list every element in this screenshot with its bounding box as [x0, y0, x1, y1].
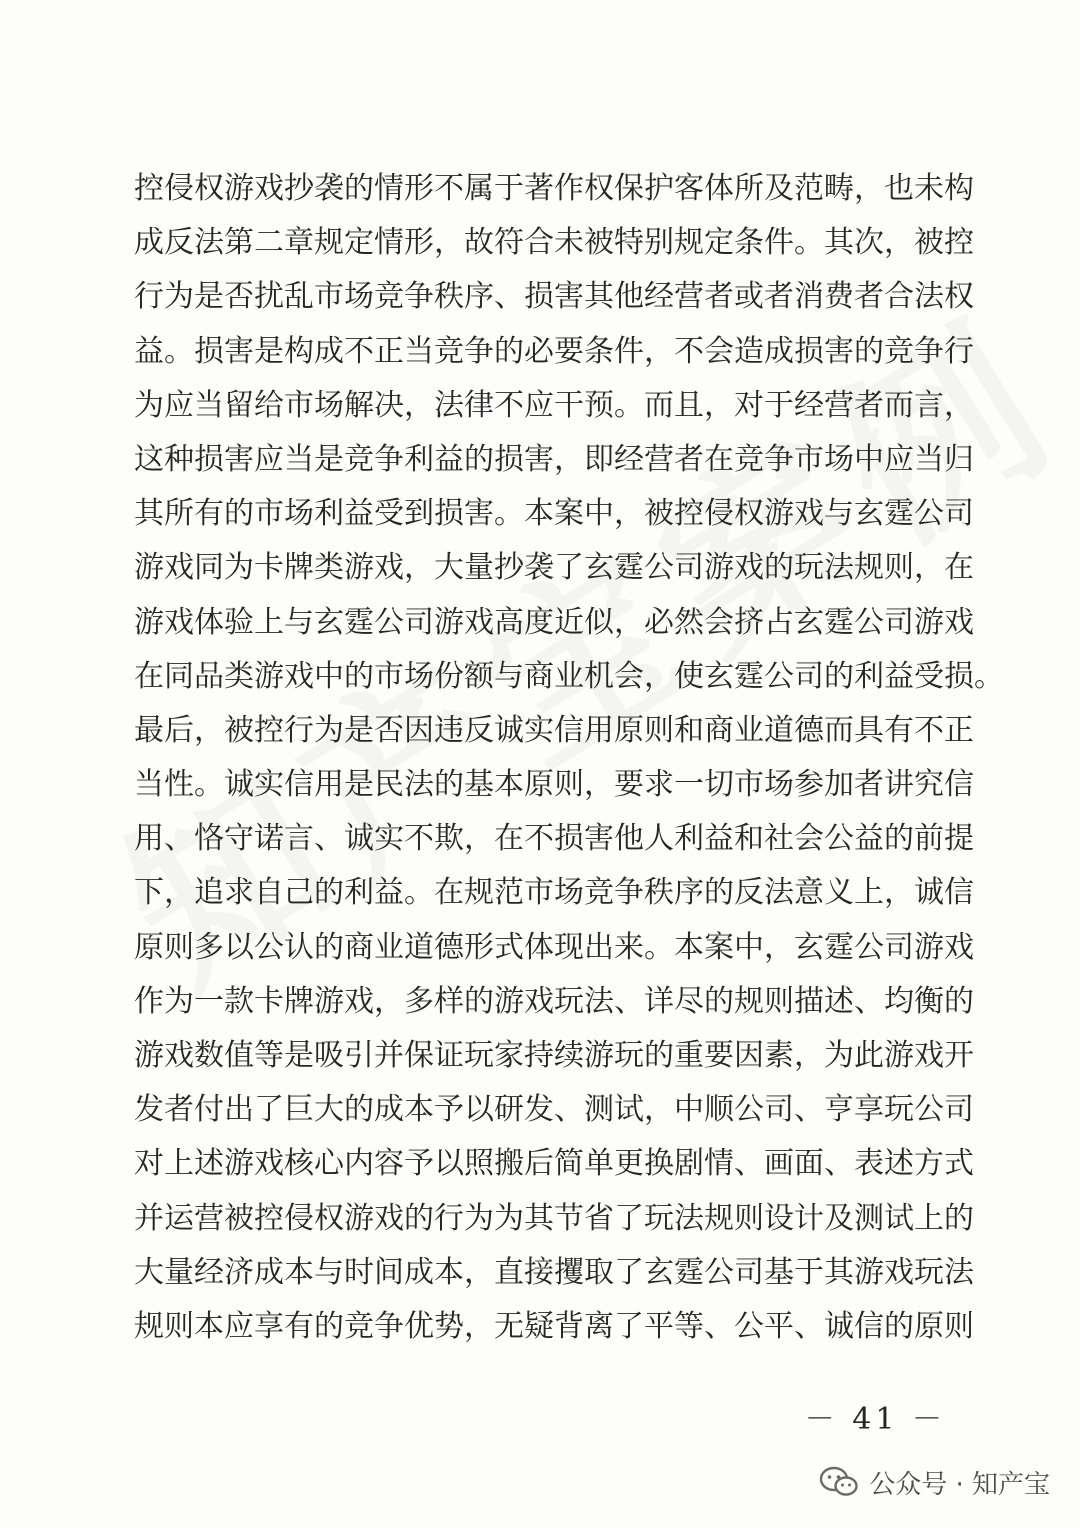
text-line: 用、恪守诺言、诚实不欺，在不损害他人利益和社会公益的前提: [134, 821, 974, 857]
text-line: 规则本应享有的竞争优势，无疑背离了平等、公平、诚信的原则: [134, 1308, 974, 1344]
text-line: 为应当留给市场解决，法律不应干预。而且，对于经营者而言，: [134, 387, 974, 423]
text-line: 游戏体验上与玄霆公司游戏高度近似，必然会挤占玄霆公司游戏: [134, 604, 974, 640]
text-line: 最后，被控行为是否因违反诚实信用原则和商业道德而具有不正: [134, 712, 974, 748]
source-label: 公众号 · 知产宝: [869, 1469, 1050, 1500]
text-line: 游戏数值等是吸引并保证玩家持续游玩的重要因素，为此游戏开: [134, 1038, 974, 1073]
text-line: 其所有的市场利益受到损害。本案中，被控侵权游戏与玄霆公司: [134, 496, 974, 532]
text-line: 在同品类游戏中的市场份额与商业机会，使玄霆公司的利益受损。: [134, 658, 1004, 694]
text-line: 控侵权游戏抄袭的情形不属于著作权保护客体所及范畴，也未构: [134, 171, 974, 206]
body-text: [134, 162, 1004, 1354]
page-number: － 41 －: [804, 1402, 946, 1437]
text-line: 游戏同为卡牌类游戏，大量抄袭了玄霆公司游戏的玩法规则，在: [134, 550, 974, 586]
text-line: 下，追求自己的利益。在规范市场竞争秩序的反法意义上，诚信: [134, 875, 974, 911]
wechat-icon: [819, 1466, 859, 1498]
text-line: 原则多以公认的商业道德形式体现出来。本案中，玄霆公司游戏: [134, 929, 974, 965]
text-line: 对上述游戏核心内容予以照搬后简单更换剧情、画面、表述方式: [134, 1146, 974, 1182]
source-attribution: [819, 1462, 1050, 1502]
text-line: 益。损害是构成不正当竞争的必要条件，不会造成损害的竞争行: [134, 333, 974, 369]
text-line: 成反法第二章规定情形，故符合未被特别规定条件。其次，被控: [134, 225, 974, 261]
text-line: 作为一款卡牌游戏，多样的游戏玩法、详尽的规则描述、均衡的: [134, 983, 974, 1019]
text-line: 当性。诚实信用是民法的基本原则，要求一切市场参加者讲究信: [134, 767, 974, 803]
text-line: 并运营被控侵权游戏的行为为其节省了玩法规则设计及测试上的: [134, 1200, 974, 1236]
text-line: 大量经济成本与时间成本，直接攫取了玄霆公司基于其游戏玩法: [134, 1254, 974, 1290]
text-line: 发者付出了巨大的成本予以研发、测试，中顺公司、亨享玩公司: [134, 1092, 974, 1128]
text-line: 这种损害应当是竞争利益的损害，即经营者在竞争市场中应当归: [134, 441, 974, 477]
text-line: 行为是否扰乱市场竞争秩序、损害其他经营者或者消费者合法权: [134, 279, 974, 315]
